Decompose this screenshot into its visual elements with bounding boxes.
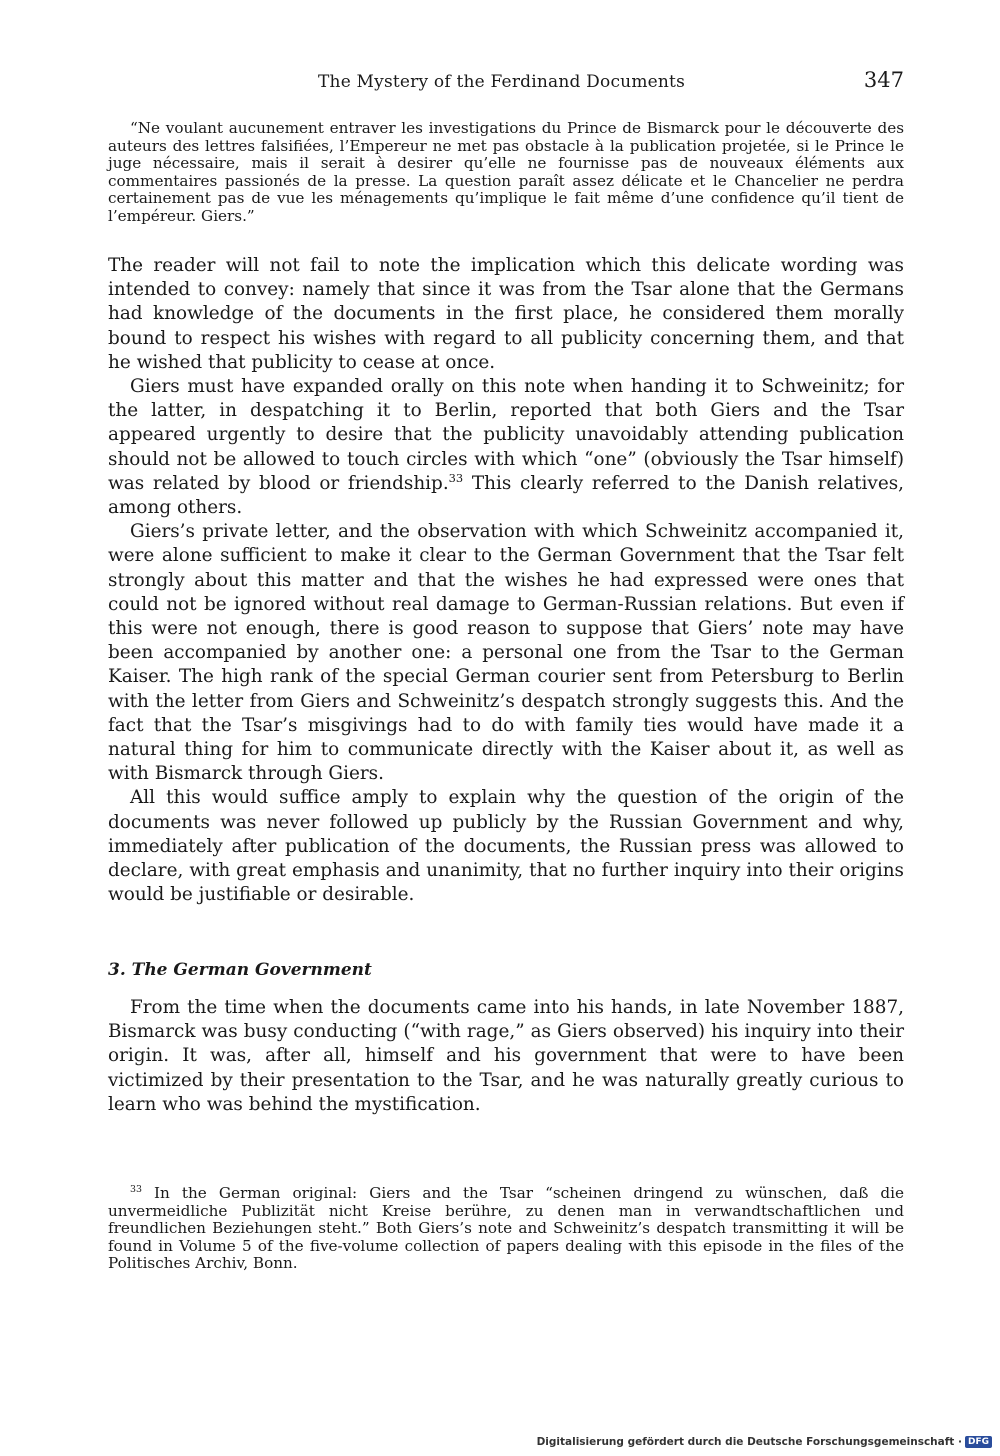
digitization-credit (537, 1436, 992, 1448)
section-heading: 3. The German Government (108, 960, 372, 980)
paragraph-bismarck-inquiry: From the time when the documents came into his hands, in late November 1887, Bismarck was busy conducting (“with rage,” as Giers observed) his inquiry into their origin. It was, after all, himself and his government that were to have been victimized by their presentation to the Tsar, and he was naturally greatly curious to learn who was behind the mystification. (108, 997, 904, 1115)
paragraph-conclusion: All this would suffice amply to explain why the question of the origin of the documents was never followed up publicly by the Russian Government and why, immediately after publication of the documents, the Russian press was allowed to declare, with great emphasis and unanimity, that no further inquiry into their origins would be justifiable or desirable. (108, 787, 904, 906)
footnote (108, 1185, 904, 1273)
credit-text: Digitalisierung gefördert durch die Deutsche Forschungsgemeinschaft · (536, 1436, 962, 1448)
paragraph-giers-orally-text: Giers must have expanded orally on this note when handing it to Schweinitz; for the latter, in despatching it to Berlin, reported that both Giers and the Tsar appeared urgently to desire that the publicity unavoidably attending publication should not be allowed to touch circles with which “one” (obviously the Tsar himself) was related by blood or friendship. (108, 376, 904, 494)
paragraph-giers-orally (108, 375, 904, 520)
paragraph-implication: The reader will not fail to note the implication which this delicate wording was intended to convey: namely that since it was from the Tsar alone that the Germans had knowledge of the documents in the first place, he considered them morally bound to respect his wishes with regard to all publicity concerning them, and that he wished that publicity to cease at once. (108, 255, 904, 373)
dfg-logo-icon: DFG (965, 1436, 992, 1448)
footnote-reference[interactable]: 33 (448, 470, 464, 485)
footnote-number: 33 (130, 1183, 142, 1195)
section-text (108, 996, 904, 1117)
running-title: The Mystery of the Ferdinand Documents (318, 72, 685, 92)
main-text (108, 254, 904, 907)
paragraph-giers-orally-text-cont: This clearly referred to the Danish relatives, among others. (108, 472, 904, 519)
french-quotation: “Ne voulant aucunement entraver les investigations du Prince de Bismarck pour le découverte des auteurs des lettres falsifiées, l’Empereur ne met pas obstacle à la publication projetée, si le Prince le juge nécessaire, mais il serait à desirer qu’elle ne fournisse pas de nouveaux éléments aux commentaires passionés de la presse. La question paraît assez délicate et le Chancelier ne perdra certainement pas de vue les ménagements qu’implique le fait même d’une confidence qu’il tient de l’empéreur. Giers.” (108, 119, 904, 225)
paragraph-private-letter: Giers’s private letter, and the observation with which Schweinitz accompanied it, were alone sufficient to make it clear to the German Government that the Tsar felt strongly about this matter and that the wishes he had expressed were ones that could not be ignored without real damage to German-Russian relations. But even if this were not enough, there is good reason to suppose that Giers’ note may have been accompanied by another one: a personal one from the Tsar to the German Kaiser. The high rank of the special German courier sent from Petersburg to Berlin with the letter from Giers and Schweinitz’s despatch strongly suggests this. And the fact that the Tsar’s misgivings had to do with family ties would have made it a natural thing for him to communicate directly with the Kaiser about it, as well as with Bismarck through Giers. (108, 521, 904, 785)
footnote-text: In the German original: Giers and the Tsar “scheinen dringend zu wünschen, daß die unvermeidliche Publizität nicht Kreise berühre, zu denen man in verwandtschaftlichen und freundlichen Beziehungen steht.” Both Giers’s note and Schweinitz’s despatch transmitting it will be found in Volume 5 of the five-volume collection of papers dealing with this episode in the files of the Politisches Archiv, Bonn. (108, 1184, 904, 1272)
page-number: 347 (863, 68, 904, 92)
